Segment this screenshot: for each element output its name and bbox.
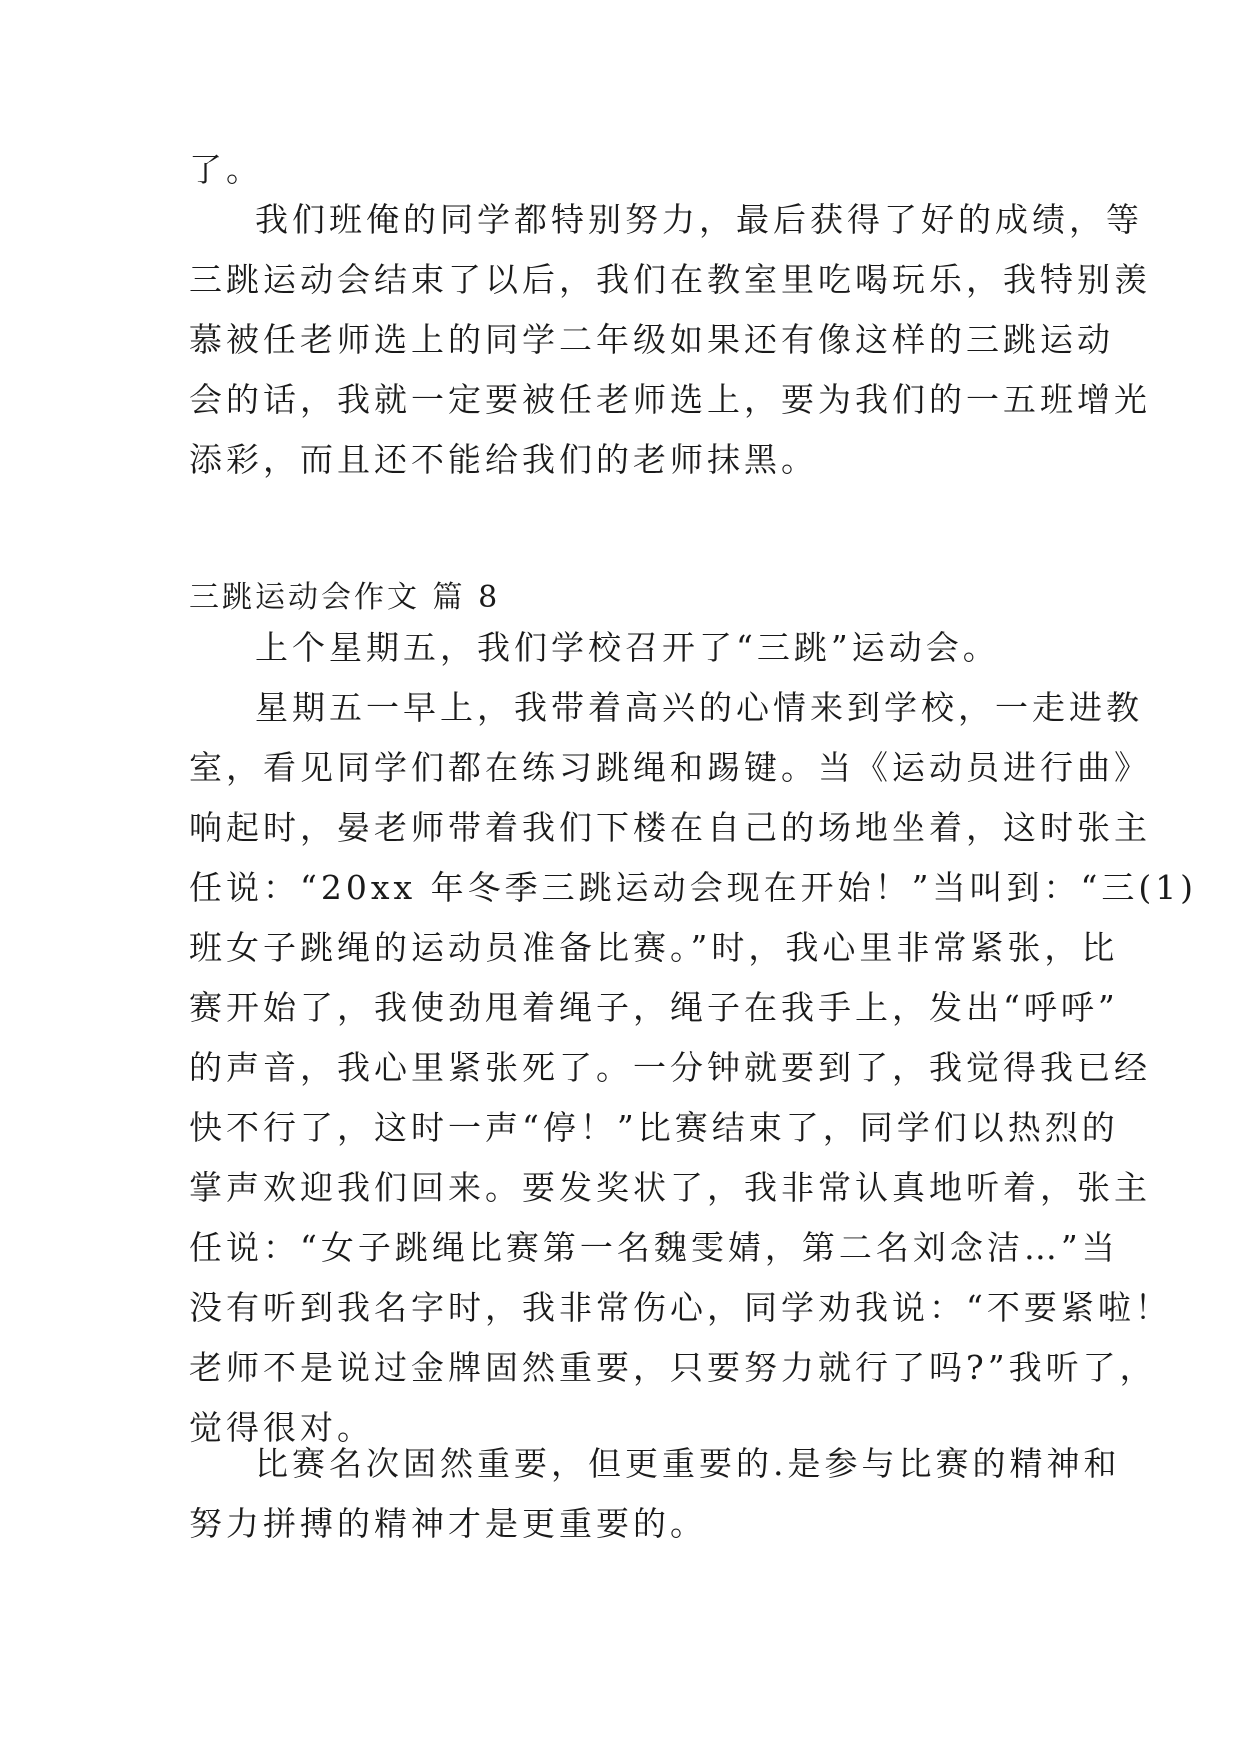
text-line: 任说：“女子跳绳比赛第一名魏雯婧，第二名刘念洁…”当 (189, 1228, 1119, 1267)
text-line: 的声音，我心里紧张死了。一分钟就要到了，我觉得我已经 (189, 1048, 1151, 1087)
text-line: 比赛名次固然重要，但更重要的.是参与比赛的精神和 (255, 1444, 1121, 1483)
text-line: 掌声欢迎我们回来。要发奖状了，我非常认真地听着，张主 (189, 1168, 1151, 1207)
text-line: 慕被任老师选上的同学二年级如果还有像这样的三跳运动 (189, 320, 1114, 359)
text-line: 没有听到我名字时，我非常伤心，同学劝我说：“不要紧啦！ (189, 1288, 1172, 1327)
text-line: 老师不是说过金牌固然重要，只要努力就行了吗?”我听了， (189, 1348, 1157, 1387)
text-line: 赛开始了，我使劲甩着绳子，绳子在我手上，发出“呼呼” (189, 988, 1119, 1027)
text-line: 响起时，晏老师带着我们下楼在自己的场地坐着，这时张主 (189, 808, 1151, 847)
text-line: 室，看见同学们都在练习跳绳和踢键。当《运动员进行曲》 (189, 748, 1151, 787)
text-line: 任说：“20xx 年冬季三跳运动会现在开始！”当叫到：“三(1) (189, 868, 1198, 907)
text-line: 觉得很对。 (189, 1408, 374, 1447)
text-line: 努力拼搏的精神才是更重要的。 (189, 1504, 707, 1543)
paragraph-3 (189, 678, 1198, 1458)
text-line: 快不行了，这时一声“停！”比赛结束了，同学们以热烈的 (189, 1108, 1119, 1147)
paragraph-2 (189, 618, 1049, 678)
text-line: 上个星期五，我们学校召开了“三跳”运动会。 (255, 628, 1000, 667)
text-line: 星期五一早上，我带着高兴的心情来到学校，一走进教 (255, 688, 1143, 727)
paragraph-1 (189, 190, 1151, 490)
paragraph-4 (189, 1434, 1121, 1554)
text-line: 了。 (189, 150, 263, 189)
text-line: 我们班俺的同学都特别努力，最后获得了好的成绩，等 (255, 200, 1143, 239)
section-heading: 三跳运动会作文 篇 8 (189, 580, 501, 615)
text-line: 三跳运动会结束了以后，我们在教室里吃喝玩乐，我特别羡 (189, 260, 1151, 299)
text-line: 会的话，我就一定要被任老师选上，要为我们的一五班增光 (189, 380, 1151, 419)
text-line: 班女子跳绳的运动员准备比赛。”时，我心里非常紧张，比 (189, 928, 1119, 967)
text-line: 添彩，而且还不能给我们的老师抹黑。 (189, 440, 818, 479)
